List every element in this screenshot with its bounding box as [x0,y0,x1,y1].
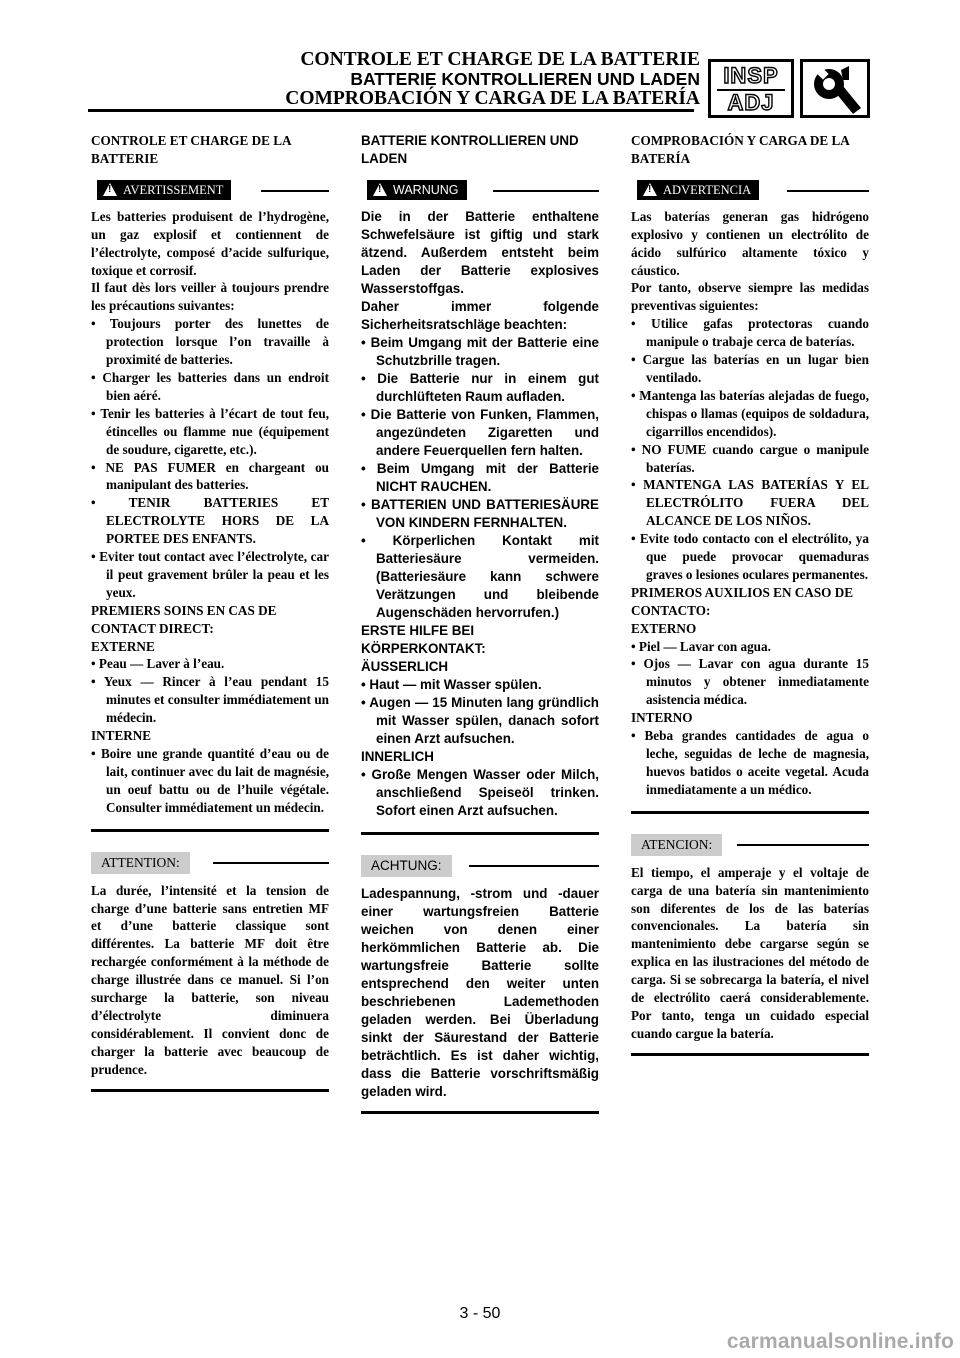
warning-bullet-fr: • NE PAS FUMER en chargeant ou manipulant des batteries. [91,459,329,493]
warning-badge-es [637,180,759,200]
first-aid-sub-de: INNERLICH [361,749,434,764]
header-title-es: COMPROBACIÓN Y CARGA DE LA BATERÍA [285,88,700,109]
first-aid-bullet-de: • Augen — 15 Minuten lang gründlich mit Wasser spülen, danach sofort einen Arzt aufsuchen. [361,695,599,746]
warning-header-fr [91,180,329,202]
badge-top-text: INSP [723,63,779,88]
warning-header-de [361,180,599,202]
first-aid-sub-es: INTERNO [631,710,693,726]
first-aid-bullet-de: • Haut — mit Wasser spülen. [361,677,542,692]
warning-header-es [631,180,869,202]
separator-fr [91,829,329,832]
warning-bullet-fr: • TENIR BATTERIES ET ELECTROLYTE HORS DE LA PORTEE DES ENFANTS. [91,495,329,547]
attention-header-es [631,834,869,856]
warning-bullet-fr: • Toujours porter des lunettes de protection lorsque l’on travaille à proximité de batteries. [91,316,329,368]
warning-bullet-de: • Beim Umgang mit der Batterie eine Schutzbrille tragen. [361,335,599,368]
watermark: carmanualsonline.info [726,1330,954,1353]
column-fr [91,132,329,1112]
attention-text-es: El tiempo, el amperaje y el voltaje de carga de una batería sin mantenimiento son diferentes de los de las baterías convencionales. La batería sin mantenimiento debe cargarse según se explica en las ilustraciones del método de carga. Si se sobrecarga la batería, el nivel de electrólito caerá considerablemente. Por tanto, tenga un cuidado especial cuando cargue la batería. [631,864,869,1041]
warning-text-fr: Il faut dès lors veiller à toujours prendre les précautions suivantes: [91,280,329,314]
warning-rule-fr [261,190,329,192]
warning-bullet-de: • Beim Umgang mit der Batterie NICHT RAUCHEN. [361,461,599,494]
warning-bullet-es: • Utilice gafas protectoras cuando manipule o trabaje cerca de baterías. [631,316,869,350]
attention-badge-de: ACHTUNG: [361,855,452,877]
first-aid-bullet-fr: • Peau — Laver à l’eau. [91,656,225,672]
first-aid-heading-fr: PREMIERS SOINS EN CAS DE CONTACT DIRECT: [91,602,277,636]
attention-badge-fr: ATTENTION: [91,852,190,874]
warning-bullet-de: • Die Batterie nur in einem gut durchlüfteten Raum aufladen. [361,371,599,404]
first-aid-bullet-fr: • Boire une grande quantité d’eau ou de lait, continuer avec du lait de magnésie, un oeuf battu ou de l’huile végétale. Consulter immédiatement un médecin. [91,746,329,815]
warning-label-de: WARNUNG [393,183,459,197]
warning-label-es: ADVERTENCIA [663,182,752,197]
attention-rule-de [469,865,599,867]
wrench-icon [800,59,870,118]
separator-es-end [631,1053,869,1056]
first-aid-heading-de: ERSTE HILFE BEI KÖRPERKONTAKT: [361,623,486,656]
first-aid-heading-es: PRIMEROS AUXILIOS EN CASO DE CONTACTO: [631,584,854,618]
section-title-es: COMPROBACIÓN Y CARGA DE LA BATERÍA [631,133,850,166]
warning-label-fr: AVERTISSEMENT [123,182,224,197]
column-de [361,132,599,1134]
attention-rule-es [737,844,869,846]
attention-header-fr [91,852,329,874]
warning-badge-de [367,180,467,200]
warning-triangle-icon [643,183,657,196]
warning-bullet-fr: • Tenir les batteries à l’écart de tout feu, étincelles ou flamme nue (équipement de soudure, cigarette, etc.). [91,405,329,457]
first-aid-bullet-de: • Große Mengen Wasser oder Milch, anschließend Speiseöl trinken. Sofort einen Arzt aufsuchen. [361,767,599,818]
attention-header-de [361,855,599,877]
warning-badge-fr [97,180,231,200]
page-header [270,50,700,109]
warning-text-es: Por tanto, observe siempre las medidas preventivas siguientes: [631,280,869,314]
first-aid-sub-es: EXTERNO [631,620,697,636]
first-aid-bullet-es: • Piel — Lavar con agua. [631,638,771,654]
section-title-de: BATTERIE KONTROLLIEREN UND LADEN [361,133,579,166]
header-rule [88,109,694,112]
first-aid-bullet-es: • Ojos — Lavar con agua durante 15 minutos y obtener inmediatamente asistencia médica. [631,656,869,708]
attention-badge-es: ATENCION: [631,834,722,856]
warning-bullet-de: • Körperlichen Kontakt mit Batteriesäure vermeiden. (Batteriesäure kann schwere Verätzungen und bleibende Augenschäden hervorrufen.) [361,533,599,620]
attention-text-fr: La durée, l’intensité et la tension de charge d’une batterie sans entretien MF et d’une batterie classique sont différentes. La batterie MF doit être rechargée conformément à la méthode de charge illustrée dans ce manuel. Si l’on surcharge la batterie, son niveau d’électrolyte diminuera considérablement. Il convient donc de charger la batterie avec beaucoup de prudence. [91,882,329,1077]
separator-es [631,811,869,814]
warning-text-es: Las baterías generan gas hidrógeno explosivo y contienen un electrólito de ácido sulfúrico altamente tóxico y cáustico. [631,208,869,278]
first-aid-bullet-es: • Beba grandes cantidades de agua o leche, seguidas de leche de magnesia, huevos batidos o aceite vegetal. Acuda inmediatamente a un médico. [631,728,869,797]
first-aid-sub-fr: INTERNE [91,728,152,744]
badge-bottom-text: ADJ [727,90,775,115]
separator-de [361,832,599,835]
separator-de-end [361,1111,599,1114]
page-number: 3 - 50 [459,1305,501,1322]
warning-bullet-es: • Cargue las baterías en un lugar bien ventilado. [631,352,869,385]
warning-bullet-es: • Evite todo contacto con el electrólito, ya que puede provocar quemaduras graves o lesiones oculares permanentes. [631,531,869,582]
separator-fr-end [91,1089,329,1092]
first-aid-bullet-fr: • Yeux — Rincer à l’eau pendant 15 minutes et consulter immédiatement un médecin. [91,674,329,726]
section-title-fr: CONTROLE ET CHARGE DE LA BATTERIE [91,133,291,166]
warning-bullet-es: • Mantenga las baterías alejadas de fuego, chispas o llamas (equipos de soldadura, cigarrillos encendidos). [631,387,869,439]
warning-text-de: Die in der Batterie enthaltene Schwefelsäure ist giftig und stark ätzend. Außerdem entsteht beim Laden der Batterie explosives Wasserstoffgas. [361,209,599,296]
warning-bullet-es: • NO FUME cuando cargue o manipule baterías. [631,441,869,475]
warning-bullet-es: • MANTENGA LAS BATERÍAS Y EL ELECTRÓLITO FUERA DEL ALCANCE DE LOS NIÑOS. [631,477,869,529]
header-title-fr: CONTROLE ET CHARGE DE LA BATTERIE [300,49,700,70]
first-aid-sub-fr: EXTERNE [91,638,155,654]
warning-bullet-de: • Die Batterie von Funken, Flammen, angezündeten Zigaretten und andere Feuerquellen fern halten. [361,407,599,458]
warning-rule-de [493,190,599,192]
header-title-de: BATTERIE KONTROLLIEREN UND LADEN [350,69,700,89]
insp-adj-badge [708,59,794,118]
warning-text-de: Daher immer folgende Sicherheitsratschläge beachten: [361,299,599,332]
warning-bullet-fr: • Charger les batteries dans un endroit bien aéré. [91,369,329,403]
warning-rule-es [787,190,869,192]
warning-bullet-de: • BATTERIEN UND BATTERIESÄURE VON KINDERN FERNHALTEN. [361,497,599,530]
first-aid-sub-de: ÄUSSERLICH [361,659,449,674]
warning-text-fr: Les batteries produisent de l’hydrogène, un gaz explosif et contiennent de l’électrolyte, composé d’acide sulfurique, toxique et corrosif. [91,208,329,278]
warning-triangle-icon [373,183,387,196]
attention-text-de: Ladespannung, -strom und -dauer einer wartungsfreien Batterie weichen von denen einer herkömmlichen Batterie ab. Die wartungsfreie Batterie sollte entsprechend den weiter unten beschriebenen Lademethoden geladen werden. Bei Überladung sinkt der Säurestand der Batterie beträchtlich. Es ist daher wichtig, dass die Batterie vorschriftsmäßig geladen wird. [361,886,599,1099]
warning-bullet-fr: • Eviter tout contact avec l’électrolyte, car il peut gravement brûler la peau et les yeux. [91,549,329,600]
warning-triangle-icon [103,183,117,196]
attention-rule-fr [213,862,329,864]
column-es [631,132,869,1076]
